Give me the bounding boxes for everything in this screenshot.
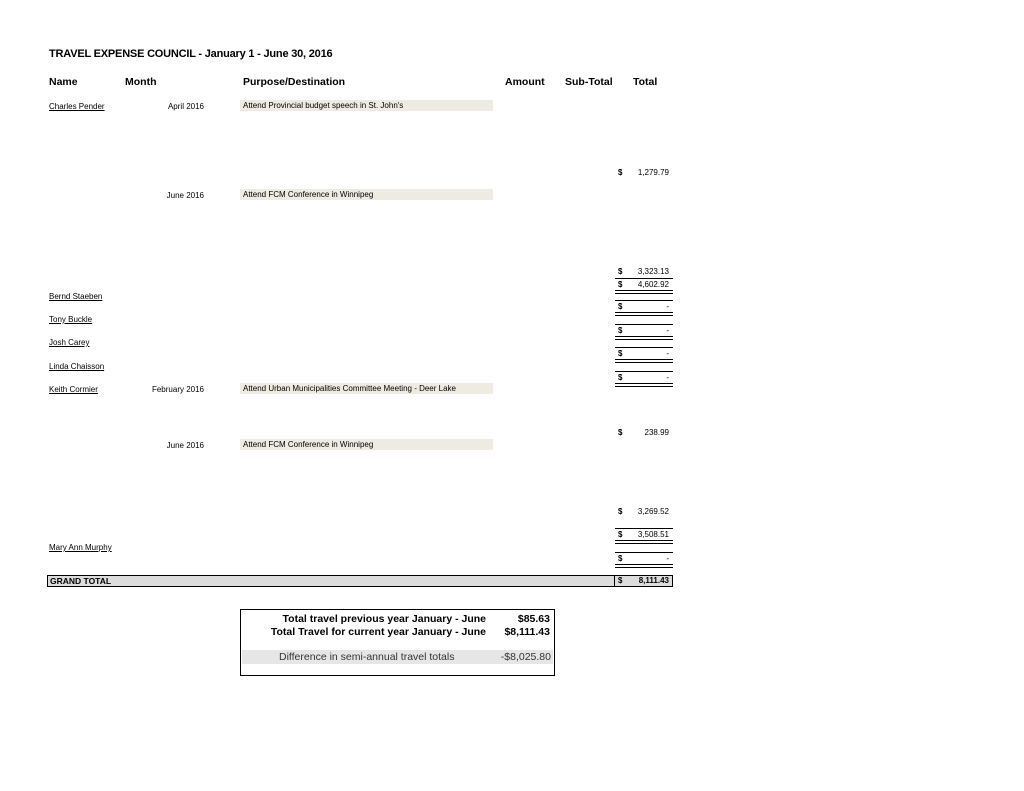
- currency-symbol: $: [618, 349, 623, 358]
- amount-value: 4,602.92: [637, 280, 669, 289]
- row-month: February 2016: [151, 385, 204, 394]
- row-purpose: Attend FCM Conference in Winnipeg: [240, 439, 493, 450]
- amount-value: -: [666, 373, 669, 382]
- subtotal-cormier-feb: [615, 427, 673, 439]
- header-subtotal: Sub-Total: [565, 76, 613, 88]
- header-purpose: Purpose/Destination: [243, 76, 346, 88]
- row-month: June 2016: [166, 441, 204, 450]
- grand-total-amount: [615, 575, 673, 587]
- row-name-mary-ann-murphy: Mary Ann Murphy: [49, 543, 112, 552]
- total-double-rule: [615, 312, 673, 316]
- row-name-tony-buckle: Tony Buckle: [49, 315, 93, 324]
- header-name: Name: [49, 76, 78, 88]
- currency-symbol: $: [618, 428, 623, 437]
- subtotal-pender-june: [615, 266, 673, 278]
- total-double-rule: [615, 336, 673, 340]
- amount-value: 3,269.52: [637, 507, 669, 516]
- header-amount: Amount: [505, 76, 545, 88]
- total-double-rule: [615, 540, 673, 544]
- currency-symbol: $: [618, 326, 623, 335]
- currency-symbol: $: [618, 530, 623, 539]
- row-purpose: Attend Urban Municipalities Committee Meeting - Deer Lake: [240, 383, 493, 394]
- row-name-josh-carey: Josh Carey: [49, 338, 90, 347]
- row-month: June 2016: [166, 191, 204, 200]
- summary-prev-row: [241, 613, 550, 626]
- row-month: April 2016: [167, 102, 204, 111]
- currency-symbol: $: [618, 267, 623, 276]
- amount-value: 8,111.43: [638, 576, 669, 585]
- summary-prev-value: $85.63: [517, 613, 550, 625]
- subtotal-pender-april: [615, 167, 673, 179]
- currency-symbol: $: [618, 507, 623, 516]
- total-double-rule: [615, 290, 673, 294]
- subtotal-cormier-june: [615, 506, 673, 518]
- summary-curr-row: [241, 626, 550, 639]
- row-name-linda-chaisson: Linda Chaisson: [49, 362, 105, 371]
- amount-value: 238.99: [644, 428, 669, 437]
- total-double-rule: [615, 383, 673, 387]
- row-name-bernd-staeben: Bernd Staeben: [49, 292, 103, 301]
- amount-value: 3,508.51: [637, 530, 669, 539]
- currency-symbol: $: [618, 280, 623, 289]
- currency-symbol: $: [618, 554, 623, 563]
- currency-symbol: $: [618, 373, 623, 382]
- row-name-keith-cormier: Keith Cormier: [49, 385, 98, 394]
- amount-value: 3,323.13: [637, 267, 669, 276]
- currency-symbol: $: [618, 168, 623, 177]
- amount-value: 1,279.79: [637, 168, 669, 177]
- summary-box: [240, 609, 555, 676]
- header-total: Total: [633, 76, 658, 88]
- row-purpose: Attend FCM Conference in Winnipeg: [240, 189, 493, 200]
- currency-symbol: $: [618, 302, 623, 311]
- total-double-rule: [615, 359, 673, 363]
- summary-diff-label: Difference in semi-annual travel totals: [279, 651, 455, 663]
- grand-total-label: GRAND TOTAL: [50, 576, 112, 586]
- summary-diff-value: -$8,025.80: [500, 651, 551, 663]
- amount-value: -: [666, 554, 669, 563]
- header-month: Month: [125, 76, 157, 88]
- summary-curr-label: Total Travel for current year January - June: [270, 626, 486, 638]
- currency-symbol: $: [618, 576, 623, 585]
- row-name-charles-pender: Charles Pender: [49, 102, 105, 111]
- summary-curr-value: $8,111.43: [504, 626, 550, 638]
- amount-value: -: [666, 326, 669, 335]
- amount-value: -: [666, 349, 669, 358]
- grand-total-bar: [47, 575, 673, 587]
- page-title: TRAVEL EXPENSE COUNCIL - January 1 - June 30, 2016: [49, 48, 333, 60]
- amount-value: -: [666, 302, 669, 311]
- total-double-rule: [615, 564, 673, 568]
- row-purpose: Attend Provincial budget speech in St. John's: [240, 100, 493, 111]
- summary-prev-label: Total travel previous year January - June: [282, 613, 486, 625]
